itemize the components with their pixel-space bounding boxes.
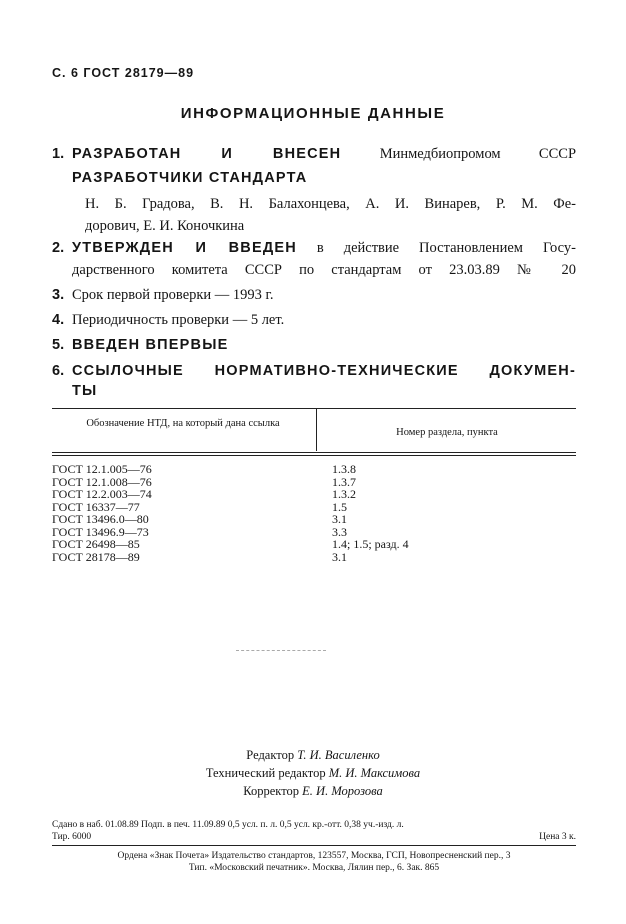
item-6-cont — [52, 380, 576, 402]
table-cell-ref: ГОСТ 26498—85 — [52, 537, 140, 551]
table-header-divider — [316, 409, 317, 451]
publisher-footer — [52, 850, 576, 874]
item-6-cont-text: ТЫ — [72, 383, 98, 399]
table-cell-section: 1.3.7 — [332, 474, 356, 489]
credit-label: Корректор — [243, 784, 300, 798]
table-cell-section: 1.3.8 — [332, 462, 356, 476]
table-cell-section: 3.1 — [332, 549, 347, 564]
item-5 — [52, 334, 576, 356]
credit-label: Редактор — [246, 748, 295, 762]
table-cell-section: 3.3 — [332, 524, 347, 539]
credits — [0, 746, 626, 800]
price: Цена 3 к. — [539, 832, 576, 842]
item-text: Периодичность проверки — 5 лет. — [72, 312, 285, 328]
table-row — [52, 538, 409, 551]
table-header-rule — [52, 452, 576, 453]
print-run: Тир. 6000 — [52, 832, 92, 842]
table-cell-ref: ГОСТ 28178—89 — [52, 549, 140, 564]
table-cell-ref: ГОСТ 16337—77 — [52, 499, 140, 514]
credit-name: Е. И. Морозова — [302, 784, 383, 798]
section-title: ИНФОРМАЦИОННЫЕ ДАННЫЕ — [180, 105, 446, 122]
item-number: 3. — [52, 287, 65, 303]
item-bold: УТВЕРЖДЕН И ВВЕДЕН — [72, 240, 297, 256]
table-row — [52, 513, 409, 526]
credit-corrector — [0, 782, 626, 800]
item-3 — [52, 284, 576, 306]
table-cell-ref: ГОСТ 12.1.008—76 — [52, 474, 152, 489]
item-4 — [52, 309, 576, 331]
credit-editor — [0, 746, 626, 764]
table-cell-section: 3.1 — [332, 512, 347, 526]
table-cell-section: 1.5 — [332, 499, 347, 514]
table-row — [52, 551, 409, 564]
item-number: 1. — [52, 146, 65, 162]
table-cell-section: 1.4; 1.5; разд. 4 — [332, 537, 409, 551]
credit-tech-editor — [0, 764, 626, 782]
table-cell-ref: ГОСТ 13496.0—80 — [52, 512, 149, 526]
table-col1-header: Обозначение НТД, на который дана ссылка — [86, 418, 280, 429]
item-number: 6. — [52, 363, 65, 379]
item-text: Срок первой проверки — 1993 г. — [72, 287, 274, 303]
table-col2-header: Номер раздела, пункта — [396, 427, 498, 438]
imprint-line-1: Сдано в наб. 01.08.89 Подп. в печ. 11.09.89 0,5 усл. п. л. 0,5 усл. кр.-отт. 0,38 уч.-изд. л. — [52, 820, 404, 830]
item-bold: РАЗРАБОТАН И ВНЕСЕН — [72, 146, 342, 162]
item-number: 5. — [52, 337, 65, 353]
item-bold: ВВЕДЕН ВПЕРВЫЕ — [72, 337, 229, 353]
separator-dashes — [236, 650, 326, 651]
item-number: 4. — [52, 312, 65, 328]
table-cell-ref: ГОСТ 12.1.005—76 — [52, 462, 152, 476]
table-row — [52, 488, 409, 501]
developers-line-2: дорович, Е. И. Коночкина — [85, 218, 245, 234]
credit-name: М. И. Максимова — [328, 766, 421, 780]
item-1 — [52, 143, 576, 165]
table-cell-ref: ГОСТ 12.2.003—74 — [52, 487, 152, 501]
imprint-line-2 — [52, 831, 576, 843]
item-2 — [52, 237, 576, 259]
item-text: Минмедбиопромом СССР — [379, 146, 577, 162]
footer-line-1: Ордена «Знак Почета» Издательство стандартов, 123557, Москва, ГСП, Новопресненский пер., 3 — [117, 851, 511, 861]
table-body — [52, 463, 409, 563]
table-header — [52, 408, 576, 452]
table-cell-ref: ГОСТ 13496.9—73 — [52, 524, 149, 539]
item-2-cont: дарственного комитета СССР по стандартам от 23.03.89 № 20 — [72, 262, 576, 278]
page-header: С. 6 ГОСТ 28179—89 — [52, 66, 195, 80]
item-bold: ССЫЛОЧНЫЕ НОРМАТИВНО-ТЕХНИЧЕСКИЕ ДОКУМЕН- — [72, 363, 576, 379]
imprint — [52, 819, 576, 843]
footer-rule — [52, 845, 576, 846]
credit-label: Технический редактор — [205, 766, 326, 780]
table-cell-section: 1.3.2 — [332, 487, 356, 501]
item-6 — [52, 360, 576, 382]
developers-line-1: Н. Б. Градова, В. Н. Балахонцева, А. И. Винарев, Р. М. Фе- — [85, 196, 576, 212]
item-text: в действие Постановлением Госу- — [316, 240, 576, 256]
developers-label: РАЗРАБОТЧИКИ СТАНДАРТА — [72, 170, 308, 186]
credit-name: Т. И. Василенко — [297, 748, 380, 762]
footer-line-2: Тип. «Московский печатник». Москва, Лялин пер., 6. Зак. 865 — [188, 863, 440, 873]
item-number: 2. — [52, 240, 65, 256]
table-header-rule-2 — [52, 455, 576, 456]
developers-heading — [52, 167, 576, 189]
